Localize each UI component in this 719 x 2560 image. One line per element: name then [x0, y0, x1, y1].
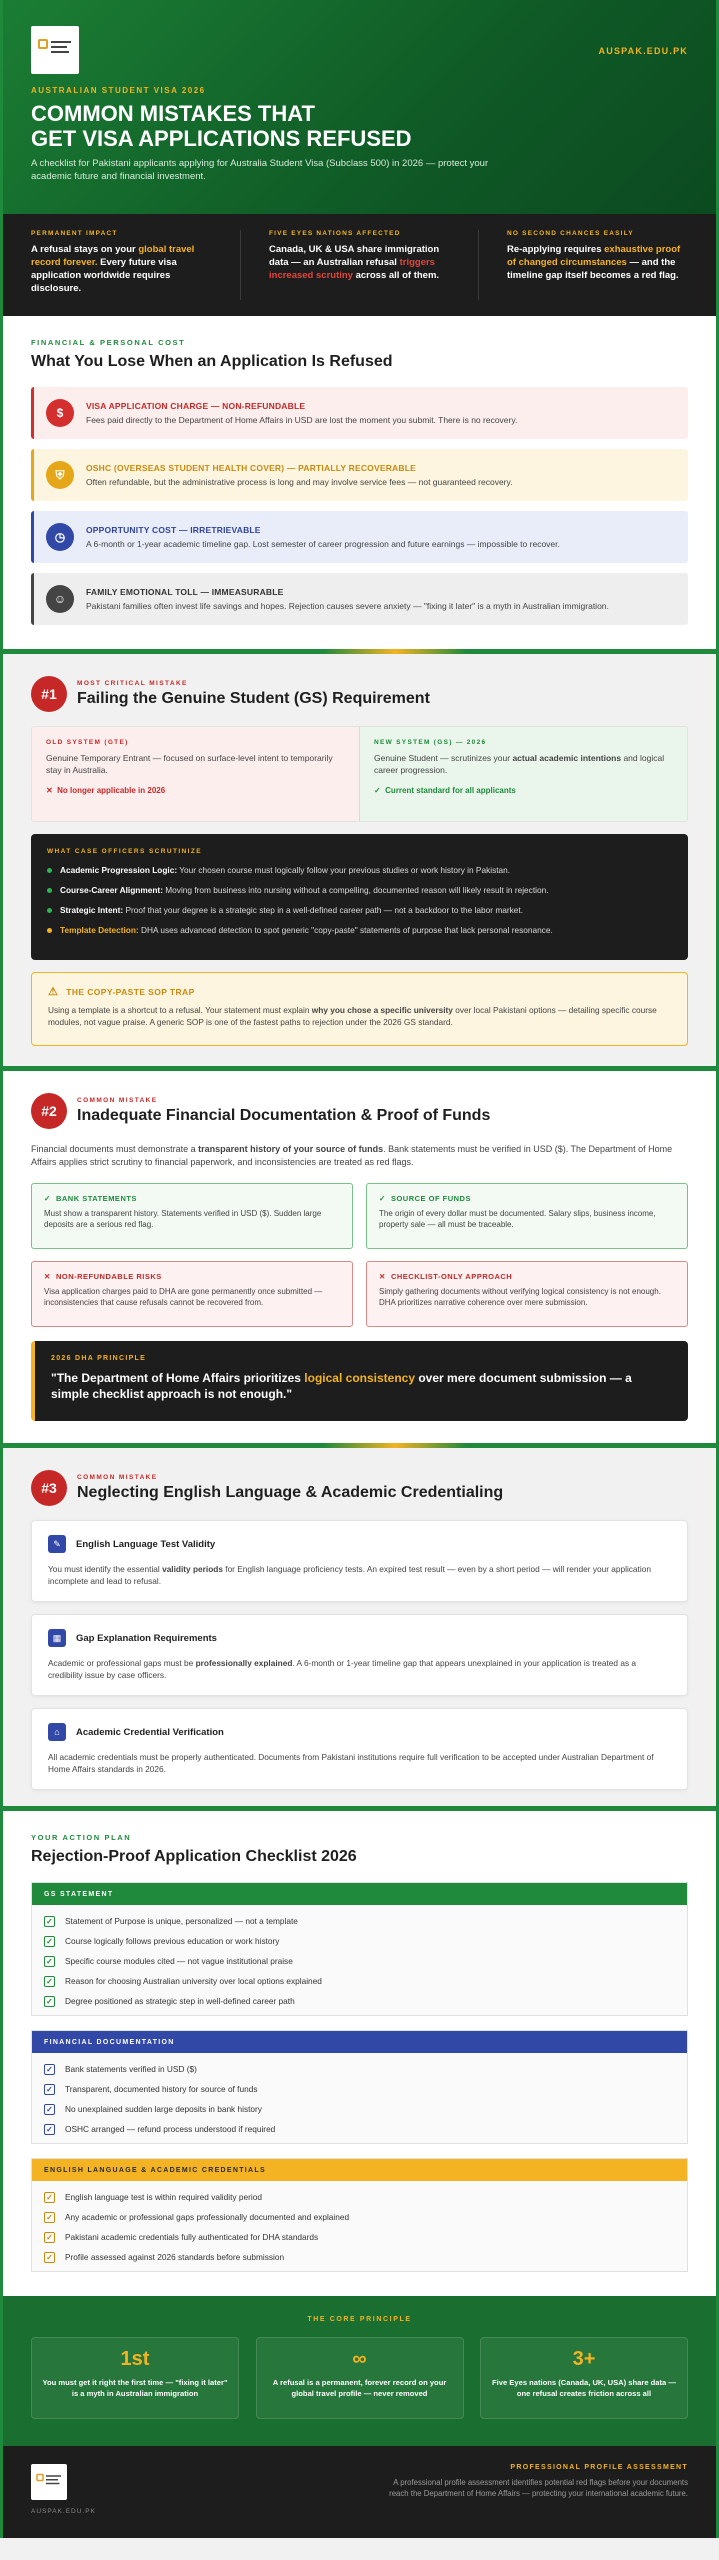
- list-item: Academic Progression Logic: Your chosen course must logically follow your previous studies or work history in Pakistan.: [47, 865, 672, 876]
- checklist-item[interactable]: ✓ Profile assessed against 2026 standards before submission: [44, 2247, 675, 2267]
- mistake-3-section: #3 COMMON MISTAKE Neglecting English Language & Academic Credentialing ✎ English Language Test Validity You must identify the essential validity periods for English language proficiency tests. An expired test result — even by a short period — will render your application incomplete and lead to refusal. ▦ Gap Explanation Requirements Academic or professional gaps must be professionally explained. A 6-month or 1-year timeline gap that appears unexplained in your application is treated as a credibility issue by case officers. ⌂ Academic Credential Verification All academic credentials must be properly authenticated. Documents from Pakistani institutions require full verification to be accepted under Australian Department of Home Affairs standards in 2026.: [3, 1448, 716, 1806]
- mistake-badge: #2: [31, 1093, 67, 1129]
- footer-url[interactable]: AUSPAK.EDU.PK: [31, 2508, 96, 2515]
- losses-section: [3, 316, 716, 649]
- mistake-badge: #3: [31, 1470, 67, 1506]
- checkbox-icon: ✓: [44, 1956, 55, 1967]
- bank-statements-card: ✓ BANK STATEMENTS Must show a transparent history. Statements verified in USD ($). Sudden large deposits are a serious red flag.: [31, 1183, 353, 1249]
- mistake-1-section: #1 MOST CRITICAL MISTAKE Failing the Genuine Student (GS) Requirement OLD SYSTEM (GTE) Genuine Temporary Entrant — focused on surface-level intent to temporarily stay in Australia. ✕ No longer applicable in 2026 NEW SYSTEM (GS) — 2026 Genuine Student — scrutinizes your actual academic intentions and logical career progression. ✓ Current standard for all applicants WHAT CASE OFFICERS SCRUTINIZE Academic Progression Logic: Your chosen course must logically follow your previous studies or work history in Pakistan. Course-Career Alignment: Moving from business into nursing without a compelling, documented reason will likely result in rejection. Strategic Intent: Proof that your degree is a strategic step in a well-defined career path — not a backdoor to the labor market. Template Detection: DHA uses advanced detection to spot generic "copy-paste" statements of purpose that lack personal resonance. ⚠ THE COPY-PASTE SOP TRAP Using a template is a shortcut to a refusal. Your statement must explain why you chose a specific university over local Pakistani options — detailing specific course modules, not vague praise. A generic SOP is one of the fastest paths to rejection under the 2026 GS standard.: [3, 654, 716, 1066]
- list-item: Course-Career Alignment: Moving from business into nursing without a compelling, documented reason will likely result in rejection.: [47, 885, 672, 896]
- gs-comparison: [31, 726, 688, 822]
- sop-trap-warning: ⚠ THE COPY-PASTE SOP TRAP Using a template is a shortcut to a refusal. Your statement must explain why you chose a specific university over local Pakistani options — detailing specific course modules, not vague praise. A generic SOP is one of the fastest paths to rejection under the 2026 GS standard.: [31, 972, 688, 1046]
- principle-card-five-eyes: 3+ Five Eyes nations (Canada, UK, USA) share data — one refusal creates friction across all: [480, 2337, 688, 2419]
- checkbox-icon: ✓: [44, 2124, 55, 2135]
- graduation-cap-icon: ⌂: [48, 1723, 66, 1741]
- credential-verification-card: ⌂ Academic Credential Verification All academic credentials must be properly authenticated. Documents from Pakistani institutions require full verification to be accepted under Australian Department of Home Affairs standards in 2026.: [31, 1708, 688, 1790]
- checkbox-icon: ✓: [44, 2212, 55, 2223]
- checklist-item[interactable]: ✓ Course logically follows previous education or work history: [44, 1931, 675, 1951]
- checklist-item[interactable]: ✓ Degree positioned as strategic step in well-defined career path: [44, 1991, 675, 2011]
- gap-explanation-card: ▦ Gap Explanation Requirements Academic or professional gaps must be professionally explained. A 6-month or 1-year timeline gap that appears unexplained in your application is treated as a credibility issue by case officers.: [31, 1614, 688, 1696]
- checkbox-icon: ✓: [44, 2232, 55, 2243]
- cross-icon: ✕: [44, 1272, 51, 1281]
- hero-eyebrow: AUSTRALIAN STUDENT VISA 2026: [31, 86, 206, 95]
- source-of-funds-card: ✓ SOURCE OF FUNDS The origin of every dollar must be documented. Salary slips, business income, property sale — all must be traceable.: [366, 1183, 688, 1249]
- checkbox-icon: ✓: [44, 1996, 55, 2007]
- checkbox-icon: ✓: [44, 2104, 55, 2115]
- checkbox-icon: ✓: [44, 1916, 55, 1927]
- mistake-title: Neglecting English Language & Academic Credentialing: [77, 1484, 504, 1501]
- impact-five-eyes: FIVE EYES NATIONS AFFECTED Canada, UK & USA share immigration data — an Australian refusal triggers increased scrutiny across all of them.: [241, 230, 479, 300]
- losses-title: What You Lose When an Application Is Refused: [31, 353, 393, 370]
- losses-eyebrow: FINANCIAL & PERSONAL COST: [31, 338, 186, 347]
- loss-opportunity: ◷ OPPORTUNITY COST — IRRETRIEVABLE A 6-month or 1-year academic timeline gap. Lost semester of career progression and future earnings — impossible to recover.: [31, 511, 688, 563]
- checklist-item[interactable]: ✓ OSHC arranged — refund process understood if required: [44, 2119, 675, 2139]
- footer-logo[interactable]: [31, 2464, 67, 2500]
- principle-card-permanent: ∞ A refusal is a permanent, forever record on your global travel profile — never removed: [256, 2337, 464, 2419]
- checkbox-icon: ✓: [44, 2252, 55, 2263]
- checklist-item[interactable]: ✓ No unexplained sudden large deposits in bank history: [44, 2099, 675, 2119]
- hero-header: [3, 0, 716, 214]
- non-refundable-risks-card: ✕ NON-REFUNDABLE RISKS Visa application charges paid to DHA are gone permanently once submitted — inconsistencies that cause refusals cannot be recovered from.: [31, 1261, 353, 1327]
- family-icon: ☺: [46, 585, 74, 613]
- calendar-icon: ▦: [48, 1629, 66, 1647]
- pen-icon: ✎: [48, 1535, 66, 1553]
- checklist-title: Rejection-Proof Application Checklist 2026: [31, 1848, 357, 1865]
- english-test-card: ✎ English Language Test Validity You must identify the essential validity periods for English language proficiency tests. An expired test result — even by a short period — will render your application incomplete and lead to refusal.: [31, 1520, 688, 1602]
- cross-icon: ✕: [46, 786, 53, 795]
- checkbox-icon: ✓: [44, 2192, 55, 2203]
- checkbox-icon: ✓: [44, 1976, 55, 1987]
- list-item: Strategic Intent: Proof that your degree is a strategic step in a well-defined career path — not a backdoor to the labor market.: [47, 905, 672, 916]
- financial-intro: Financial documents must demonstrate a transparent history of your source of funds. Bank statements must be verified in USD ($). The Department of Home Affairs applies strict scrutiny to financial paperwork, and inconsistencies are treated as red flags.: [31, 1144, 673, 1167]
- checklist-item[interactable]: ✓ Bank statements verified in USD ($): [44, 2059, 675, 2079]
- mistake-title: Failing the Genuine Student (GS) Requirement: [77, 690, 430, 707]
- old-system-card: OLD SYSTEM (GTE) Genuine Temporary Entrant — focused on surface-level intent to temporarily stay in Australia. ✕ No longer applicable in 2026: [32, 727, 360, 821]
- checkbox-icon: ✓: [44, 2084, 55, 2095]
- checklist-item[interactable]: ✓ Specific course modules cited — not vague institutional praise: [44, 1951, 675, 1971]
- new-system-card: NEW SYSTEM (GS) — 2026 Genuine Student — scrutinizes your actual academic intentions and logical career progression. ✓ Current standard for all applicants: [360, 727, 687, 821]
- dha-principle-quote: 2026 DHA PRINCIPLE "The Department of Home Affairs prioritizes logical consistency over mere document submission — a simple checklist approach is not enough.": [31, 1341, 688, 1421]
- check-icon: ✓: [374, 786, 381, 795]
- page-title: COMMON MISTAKES THAT GET VISA APPLICATIONS REFUSED: [31, 101, 412, 151]
- scrutiny-box: WHAT CASE OFFICERS SCRUTINIZE Academic Progression Logic: Your chosen course must logically follow your previous studies or work history in Pakistan. Course-Career Alignment: Moving from business into nursing without a compelling, documented reason will likely result in rejection. Strategic Intent: Proof that your degree is a strategic step in a well-defined career path — not a backdoor to the labor market. Template Detection: DHA uses advanced detection to spot generic "copy-paste" statements of purpose that lack personal resonance.: [31, 834, 688, 960]
- checkbox-icon: ✓: [44, 2064, 55, 2075]
- loss-visa-charge: $ VISA APPLICATION CHARGE — NON-REFUNDABLE Fees paid directly to the Department of Home Affairs in USD are lost the moment you submit. There is no recovery.: [31, 387, 688, 439]
- mistake-2-section: #2 COMMON MISTAKE Inadequate Financial Documentation & Proof of Funds Financial documents must demonstrate a transparent history of your source of funds. Bank statements must be verified in USD ($). The Department of Home Affairs applies strict scrutiny to financial paperwork, and inconsistencies are treated as red flags. ✓ BANK STATEMENTS Must show a transparent history. Statements verified in USD ($). Sudden large deposits are a serious red flag. ✓ SOURCE OF FUNDS The origin of every dollar must be documented. Salary slips, business income, property sale — all must be traceable. ✕ NON-REFUNDABLE RISKS Visa application charges paid to DHA are gone permanently once submitted — inconsistencies that cause refusals cannot be recovered from. ✕ CHECKLIST-ONLY APPROACH Simply gathering documents without verifying logical consistency is not enough. DHA prioritizes narrative coherence over mere submission. 2026 DHA PRINCIPLE "The Department of Home Affairs prioritizes logical consistency over mere document submission — a simple checklist approach is not enough.": [3, 1071, 716, 1443]
- checklist-item[interactable]: ✓ Any academic or professional gaps professionally documented and explained: [44, 2207, 675, 2227]
- check-icon: ✓: [44, 1194, 51, 1203]
- impact-banner: [3, 214, 716, 316]
- mistake-title: Inadequate Financial Documentation & Proof of Funds: [77, 1107, 491, 1124]
- clock-icon: ◷: [46, 523, 74, 551]
- core-principle-section: THE CORE PRINCIPLE 1st You must get it right the first time — "fixing it later" is a myth in Australian immigration ∞ A refusal is a permanent, forever record on your global travel profile — never removed 3+ Five Eyes nations (Canada, UK, USA) share data — one refusal creates friction across all: [3, 2296, 716, 2446]
- loss-family: ☺ FAMILY EMOTIONAL TOLL — IMMEASURABLE Pakistani families often invest life savings and hopes. Rejection causes severe anxiety — "fixing it later" is a myth in Australian immigration.: [31, 573, 688, 625]
- checklist-english: ENGLISH LANGUAGE & ACADEMIC CREDENTIALS ✓ English language test is within required validity period ✓ Any academic or professional gaps professionally documented and explained ✓ Pakistani academic credentials fully authenticated for DHA standards ✓ Profile assessed against 2026 standards before submission: [31, 2158, 688, 2272]
- checklist-item[interactable]: ✓ Statement of Purpose is unique, personalized — not a template: [44, 1911, 675, 1931]
- checklist-gs-statement: GS STATEMENT ✓ Statement of Purpose is unique, personalized — not a template ✓ Course logically follows previous education or work history ✓ Specific course modules cited — not vague institutional praise ✓ Reason for choosing Australian university over local options explained ✓ Degree positioned as strategic step in well-defined career path: [31, 1882, 688, 2016]
- checklist-financial: FINANCIAL DOCUMENTATION ✓ Bank statements verified in USD ($) ✓ Transparent, documented history for source of funds ✓ No unexplained sudden large deposits in bank history ✓ OSHC arranged — refund process understood if required: [31, 2030, 688, 2144]
- shield-icon: ⛨: [46, 461, 74, 489]
- checklist-item[interactable]: ✓ Pakistani academic credentials fully authenticated for DHA standards: [44, 2227, 675, 2247]
- checklist-item[interactable]: ✓ Transparent, documented history for source of funds: [44, 2079, 675, 2099]
- principle-card-first-time: 1st You must get it right the first time — "fixing it later" is a myth in Australian immigration: [31, 2337, 239, 2419]
- page-subtitle: A checklist for Pakistani applicants applying for Australia Student Visa (Subclass 500) in 2026 — protect your academic future and financial investment.: [31, 158, 489, 182]
- checklist-item[interactable]: ✓ Reason for choosing Australian university over local options explained: [44, 1971, 675, 1991]
- page-footer: AUSPAK.EDU.PK PROFESSIONAL PROFILE ASSESSMENT A professional profile assessment identifies potential red flags before your documents reach the Department of Home Affairs — protecting your international academic future.: [3, 2446, 716, 2538]
- impact-no-second-chances: NO SECOND CHANCES EASILY Re-applying requires exhaustive proof of changed circumstances — and the timeline gap itself becomes a red flag.: [507, 230, 681, 281]
- check-icon: ✓: [379, 1194, 386, 1203]
- loss-oshc: ⛨ OSHC (OVERSEAS STUDENT HEALTH COVER) — PARTIALLY RECOVERABLE Often refundable, but the administrative process is long and may involve service fees — not guaranteed recovery.: [31, 449, 688, 501]
- checklist-only-card: ✕ CHECKLIST-ONLY APPROACH Simply gathering documents without verifying logical consistency is not enough. DHA prioritizes narrative coherence over mere submission.: [366, 1261, 688, 1327]
- cross-icon: ✕: [379, 1272, 386, 1281]
- checkbox-icon: ✓: [44, 1936, 55, 1947]
- dollar-icon: $: [46, 399, 74, 427]
- impact-permanent: PERMANENT IMPACT A refusal stays on your global travel record forever. Every future visa application worldwide requires disclosure.: [3, 230, 241, 300]
- mistake-badge: #1: [31, 676, 67, 712]
- list-item: Template Detection: DHA uses advanced detection to spot generic "copy-paste" statements of purpose that lack personal resonance.: [47, 925, 672, 936]
- brand-logo[interactable]: [31, 26, 79, 74]
- site-url[interactable]: AUSPAK.EDU.PK: [598, 46, 688, 56]
- checklist-section: YOUR ACTION PLAN Rejection-Proof Application Checklist 2026 GS STATEMENT ✓ Statement of Purpose is unique, personalized — not a template ✓ Course logically follows previous education or work history ✓ Specific course modules cited — not vague institutional praise ✓ Reason for choosing Australian university over local options explained ✓ Degree positioned as strategic step in well-defined career path FINANCIAL DOCUMENTATION ✓ Bank statements verified in USD ($) ✓ Transparent, documented history for source of funds ✓ No unexplained sudden large deposits in bank history ✓ OSHC arranged — refund process understood if required ENGLISH LANGUAGE & ACADEMIC CREDENTIALS ✓ English language test is within required validity period ✓ Any academic or professional gaps professionally documented and explained ✓ Pakistani academic credentials fully authenticated for DHA standards ✓ Profile assessed against 2026 standards before submission: [3, 1811, 716, 2296]
- checklist-item[interactable]: ✓ English language test is within required validity period: [44, 2187, 675, 2207]
- warning-icon: ⚠: [48, 986, 59, 998]
